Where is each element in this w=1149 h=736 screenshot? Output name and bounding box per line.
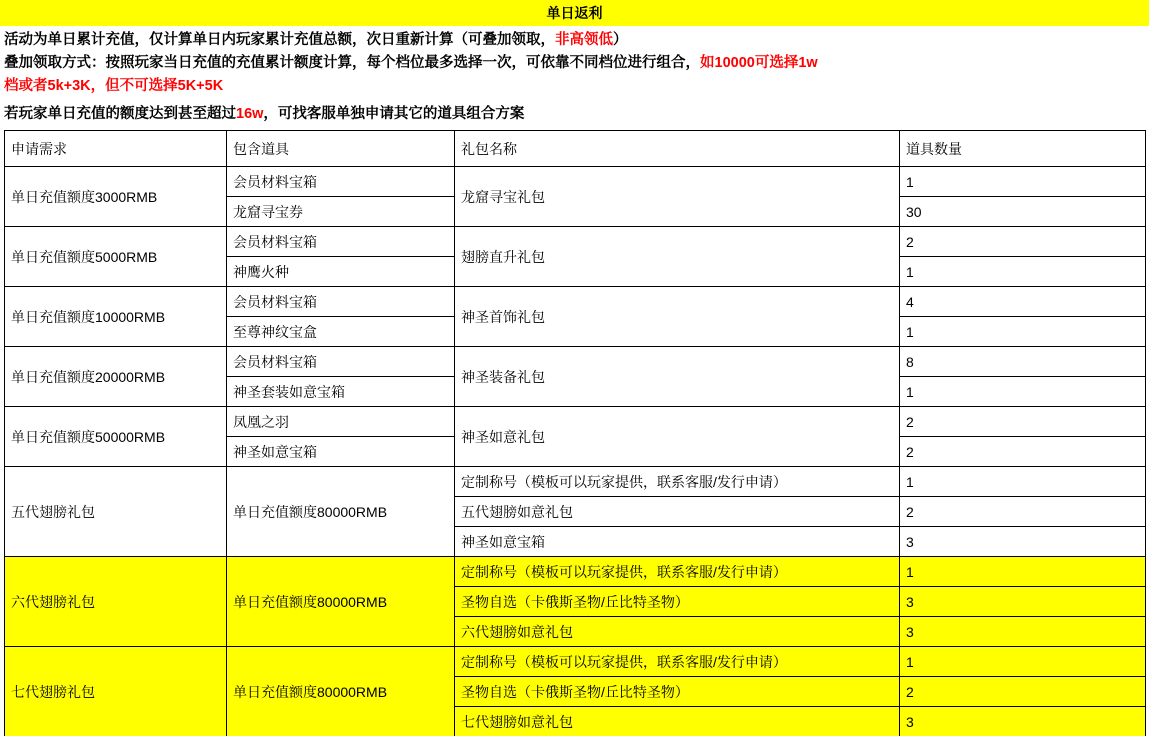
- note-line: [4, 75, 1145, 98]
- cell-quantity: 2: [900, 497, 1146, 527]
- header-requirement: 申请需求: [5, 131, 227, 167]
- table-row: [5, 467, 1146, 497]
- note-line: [4, 102, 1145, 126]
- cell-quantity: 1: [900, 557, 1146, 587]
- cell-item: 神圣如意宝箱: [455, 527, 900, 557]
- cell-item: 定制称号（模板可以玩家提供，联系客服/发行申请）: [455, 557, 900, 587]
- rebate-table: [4, 130, 1146, 736]
- note-segment: ，可找客服单独申请其它的道具组合方案: [263, 106, 525, 122]
- cell-item: 神圣如意宝箱: [227, 437, 455, 467]
- cell-requirement: 单日充值额度5000RMB: [5, 227, 227, 287]
- note-segment: 非高领低: [555, 32, 613, 48]
- cell-item: 龙窟寻宝券: [227, 197, 455, 227]
- note-segment: 叠加领取方式：按照玩家当日充值的充值累计额度计算，每个档位最多选择一次，可依靠不同档位进行组合，: [4, 55, 700, 71]
- cell-quantity: 2: [900, 437, 1146, 467]
- note-segment: 活动为单日累计充值，仅计算单日内玩家累计充值总额，次日重新计算（可叠加领取，: [4, 32, 555, 48]
- cell-item: 圣物自选（卡俄斯圣物/丘比特圣物）: [455, 587, 900, 617]
- cell-requirement: 单日充值额度10000RMB: [5, 287, 227, 347]
- cell-item: 至尊神纹宝盒: [227, 317, 455, 347]
- page-title: 单日返利: [546, 5, 603, 21]
- table-header-row: [5, 131, 1146, 167]
- table-row: [5, 227, 1146, 257]
- cell-gift-name: 龙窟寻宝礼包: [455, 167, 900, 227]
- cell-requirement: 单日充值额度3000RMB: [5, 167, 227, 227]
- cell-requirement: 单日充值额度50000RMB: [5, 407, 227, 467]
- note-segment: 若玩家单日充值的额度达到甚至超过: [4, 106, 236, 122]
- cell-quantity: 3: [900, 587, 1146, 617]
- cell-quantity: 2: [900, 227, 1146, 257]
- cell-quantity: 1: [900, 467, 1146, 497]
- cell-item: 神圣套装如意宝箱: [227, 377, 455, 407]
- cell-requirement: 五代翅膀礼包: [5, 467, 227, 557]
- cell-quantity: 1: [900, 257, 1146, 287]
- table-row: [5, 167, 1146, 197]
- cell-gift-name: 单日充值额度80000RMB: [227, 647, 455, 736]
- cell-item: 凤凰之羽: [227, 407, 455, 437]
- cell-quantity: 3: [900, 527, 1146, 557]
- cell-quantity: 3: [900, 707, 1146, 736]
- cell-requirement: 七代翅膀礼包: [5, 647, 227, 736]
- table-row: [5, 407, 1146, 437]
- notes-block: [0, 26, 1149, 126]
- cell-item: 定制称号（模板可以玩家提供，联系客服/发行申请）: [455, 647, 900, 677]
- cell-requirement: 单日充值额度20000RMB: [5, 347, 227, 407]
- cell-gift-name: 神圣首饰礼包: [455, 287, 900, 347]
- cell-item: 会员材料宝箱: [227, 227, 455, 257]
- table-row: [5, 557, 1146, 587]
- cell-gift-name: 神圣装备礼包: [455, 347, 900, 407]
- cell-quantity: 4: [900, 287, 1146, 317]
- cell-item: 圣物自选（卡俄斯圣物/丘比特圣物）: [455, 677, 900, 707]
- cell-quantity: 1: [900, 167, 1146, 197]
- cell-quantity: 3: [900, 617, 1146, 647]
- table-row: [5, 647, 1146, 677]
- cell-item: 定制称号（模板可以玩家提供，联系客服/发行申请）: [455, 467, 900, 497]
- cell-quantity: 1: [900, 317, 1146, 347]
- cell-quantity: 8: [900, 347, 1146, 377]
- document-title-bar: [0, 0, 1149, 26]
- cell-gift-name: 翅膀直升礼包: [455, 227, 900, 287]
- note-line: [4, 28, 1145, 52]
- cell-item: 五代翅膀如意礼包: [455, 497, 900, 527]
- note-segment: 档或者5k+3K，但不可选择5K+5K: [4, 78, 224, 94]
- cell-item: 会员材料宝箱: [227, 347, 455, 377]
- header-quantity: 道具数量: [900, 131, 1146, 167]
- cell-quantity: 2: [900, 407, 1146, 437]
- cell-quantity: 2: [900, 677, 1146, 707]
- cell-item: 会员材料宝箱: [227, 167, 455, 197]
- table-row: [5, 287, 1146, 317]
- cell-item: 神鹰火种: [227, 257, 455, 287]
- header-items: 包含道具: [227, 131, 455, 167]
- cell-item: 会员材料宝箱: [227, 287, 455, 317]
- cell-quantity: 30: [900, 197, 1146, 227]
- cell-requirement: 六代翅膀礼包: [5, 557, 227, 647]
- note-line: [4, 52, 1145, 75]
- note-segment: 16w: [236, 106, 264, 122]
- cell-gift-name: 神圣如意礼包: [455, 407, 900, 467]
- cell-quantity: 1: [900, 647, 1146, 677]
- note-segment: ）: [613, 32, 628, 48]
- cell-gift-name: 单日充值额度80000RMB: [227, 467, 455, 557]
- table-row: [5, 347, 1146, 377]
- header-giftname: 礼包名称: [455, 131, 900, 167]
- cell-item: 六代翅膀如意礼包: [455, 617, 900, 647]
- note-segment: 如10000可选择1w: [700, 55, 818, 71]
- cell-gift-name: 单日充值额度80000RMB: [227, 557, 455, 647]
- cell-item: 七代翅膀如意礼包: [455, 707, 900, 736]
- cell-quantity: 1: [900, 377, 1146, 407]
